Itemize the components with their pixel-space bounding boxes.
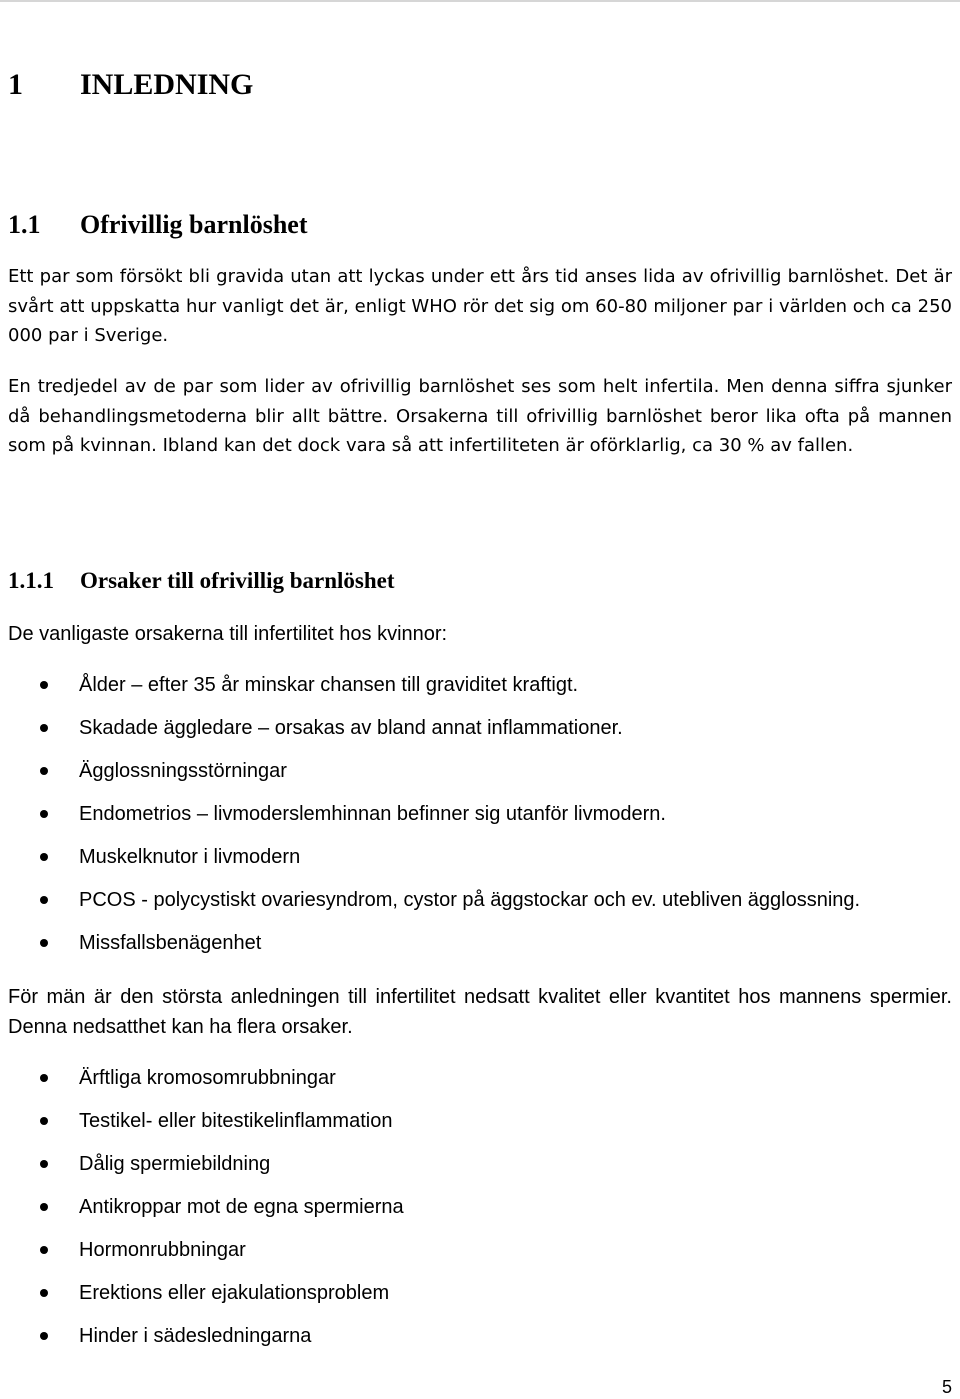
bullet-icon [40,853,48,861]
bullet-icon [40,1203,48,1211]
list-item [0,1236,960,1279]
list-item-text: PCOS - polycystiskt ovariesyndrom, cystor på äggstockar och ev. utebliven ägglossning. [79,889,861,911]
infertility-paragraph: En tredjedel av de par som lider av ofrivillig barnlöshet ses som helt infertila. Men denna siffra sjunker då behandlingsmetoderna blir allt bättre. Orsakerna till ofrivillig barnlöshet beror lika ofta på mannen som på kvinnan. Ibland kan det dock vara så att infertiliteten är oförklarlig, ca 30 % av fallen. [8,376,952,456]
bullet-icon [40,767,48,775]
list-item-text: Erektions eller ejakulationsproblem [79,1282,390,1304]
list-item [0,800,960,843]
chapter-heading [8,66,253,104]
men-causes-list [0,1064,960,1365]
list-item-text: Ålder – efter 35 år minskar chansen till graviditet kraftigt. [79,674,579,696]
list-item-text: Antikroppar mot de egna spermierna [79,1196,404,1218]
bullet-icon [40,939,48,947]
bullet-icon [40,1246,48,1254]
subsection-number: 1.1.1 [8,568,54,593]
list-item [0,1150,960,1193]
subsection-heading [8,566,395,596]
list-item-text: Ägglossningsstörningar [79,760,287,782]
list-item [0,757,960,800]
women-intro: De vanligaste orsakerna till infertilitet hos kvinnor: [8,623,448,645]
list-item-text: Muskelknutor i livmodern [79,846,301,868]
page-number: 5 [941,1377,952,1397]
bullet-icon [40,810,48,818]
list-item-text: Testikel- eller bitestikelinflammation [79,1110,393,1132]
bullet-icon [40,1332,48,1340]
women-causes-list [0,671,960,972]
bullet-icon [40,1289,48,1297]
page-top-rule [0,0,960,2]
list-item [0,1193,960,1236]
list-item-text: Ärftliga kromosomrubbningar [79,1067,336,1089]
list-item [0,929,960,972]
list-item [0,886,960,929]
section-title: Ofrivillig barnlöshet [80,210,308,239]
list-item [0,1279,960,1322]
chapter-number: 1 [8,68,23,101]
chapter-title: INLEDNING [80,68,254,101]
list-item [0,714,960,757]
bullet-icon [40,896,48,904]
bullet-icon [40,1117,48,1125]
bullet-icon [40,1160,48,1168]
bullet-icon [40,681,48,689]
list-item [0,1322,960,1365]
bullet-icon [40,1074,48,1082]
list-item-text: Endometrios – livmoderslemhinnan befinner sig utanför livmodern. [79,803,666,825]
list-item [0,1107,960,1150]
intro-paragraph: Ett par som försökt bli gravida utan att lyckas under ett års tid anses lida av ofrivillig barnlöshet. Det är svårt att uppskatta hur vanligt det är, enligt WHO rör det sig om 60-80 miljoner par i världen och ca 250 000 par i Sverige. [8,266,952,346]
list-item-text: Missfallsbenägenhet [79,932,262,954]
list-item-text: Hinder i sädesledningarna [79,1325,312,1347]
list-item-text: Hormonrubbningar [79,1239,246,1261]
list-item-text: Dålig spermiebildning [79,1153,271,1175]
subsection-title: Orsaker till ofrivillig barnlöshet [80,568,395,593]
list-item [0,843,960,886]
section-number: 1.1 [8,210,41,239]
section-heading [8,208,308,242]
list-item [0,671,960,714]
men-intro: För män är den största anledningen till infertilitet nedsatt kvalitet eller kvantitet hos mannens spermier. Denna nedsatthet kan ha flera orsaker. [8,986,952,1038]
list-item [0,1064,960,1107]
list-item-text: Skadade äggledare – orsakas av bland annat inflammationer. [79,717,623,739]
bullet-icon [40,724,48,732]
